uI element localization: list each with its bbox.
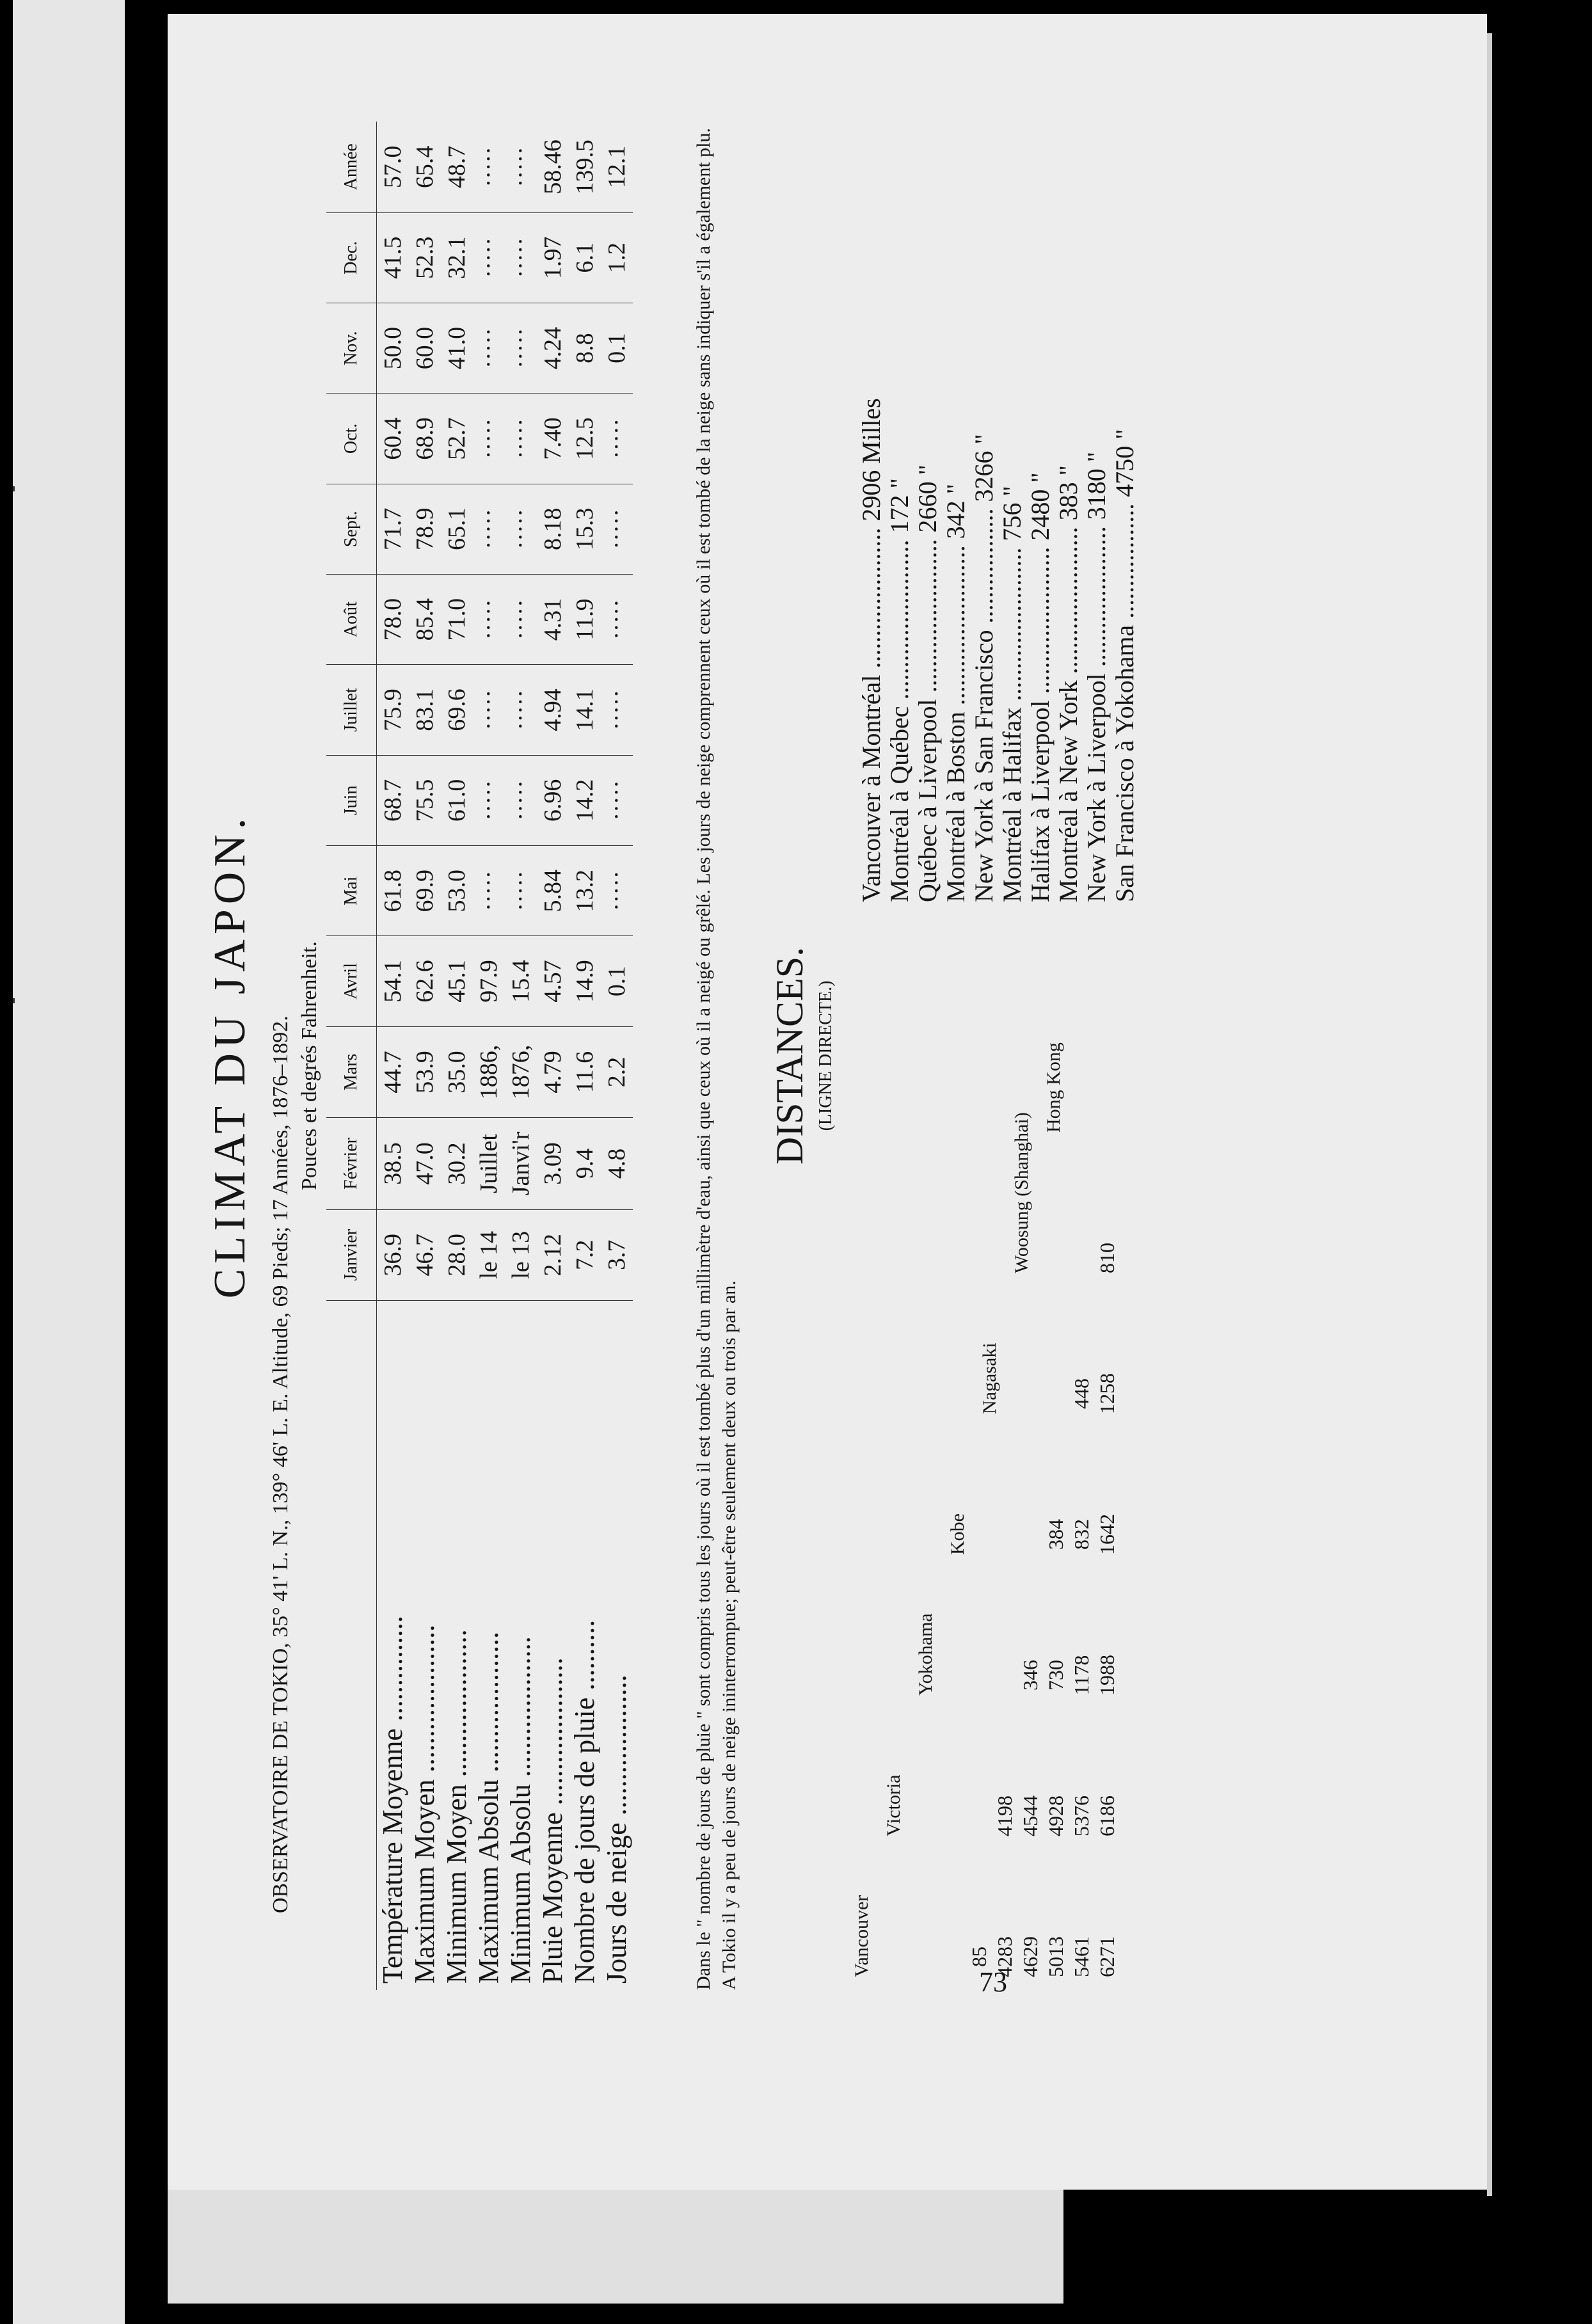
units-line: Pouces et degrés Fahrenheit.	[298, 941, 321, 1190]
climate-cell: 13.2	[569, 846, 601, 936]
rotated-content	[192, 122, 1139, 1990]
climate-cell: 1.2	[601, 212, 633, 303]
climate-cell: 0.1	[601, 303, 633, 393]
climate-cell: ·····	[505, 846, 537, 936]
climate-cell: 12.5	[569, 394, 601, 484]
month-header: Août	[326, 574, 377, 664]
matrix-value: 4198	[993, 1795, 1016, 1836]
distances-subtitle: (LIGNE DIRECTE.)	[816, 980, 836, 1131]
climate-row	[473, 122, 505, 1990]
climate-cell: ·····	[473, 303, 505, 393]
climate-cell: 50.0	[377, 303, 410, 393]
climate-cell: 2.12	[537, 1209, 569, 1300]
climate-cell: 8.18	[537, 484, 569, 574]
climate-row	[441, 122, 473, 1990]
month-header: Janvier	[326, 1209, 377, 1300]
route-item: Montréal à Halifax ........................ 756 "	[998, 486, 1026, 902]
matrix-value: 1258	[1095, 1373, 1118, 1414]
climate-cell: 1886,	[473, 1026, 505, 1118]
matrix-value: 384	[1044, 1519, 1067, 1550]
month-header: Année	[326, 122, 377, 212]
matrix-value: 730	[1044, 1660, 1067, 1691]
climate-cell: ·····	[473, 484, 505, 574]
climate-cell: 9.4	[569, 1118, 601, 1209]
climate-header-blank	[326, 1300, 377, 1990]
month-header: Juin	[326, 755, 377, 845]
climate-cell: 47.0	[409, 1118, 441, 1209]
route-item: New York à Liverpool ...................... 3180 "	[1082, 451, 1111, 902]
page-number: 73	[979, 1966, 1007, 1998]
climate-cell: ·····	[505, 394, 537, 484]
matrix-value: 85	[967, 1946, 991, 1967]
matrix-value: 6271	[1095, 1936, 1118, 1977]
climate-body	[377, 122, 633, 1990]
climate-cell: ·····	[601, 755, 633, 845]
climate-cell: Juillet	[473, 1118, 505, 1209]
climate-cell: ·····	[601, 665, 633, 755]
month-header: Février	[326, 1118, 377, 1209]
climate-cell: 68.7	[377, 755, 410, 845]
climate-cell: 30.2	[441, 1118, 473, 1209]
climate-cell: 2.2	[601, 1026, 633, 1118]
climate-row-label: Température Moyenne ...............	[377, 1616, 408, 1984]
matrix-column	[1043, 1514, 1120, 1555]
climate-cell: 5.84	[537, 846, 569, 936]
climate-cell: 7.2	[569, 1209, 601, 1300]
climate-cell: ·····	[505, 122, 537, 212]
climate-header-row	[326, 122, 377, 1990]
climate-cell: 1.97	[537, 212, 569, 303]
matrix-value: 346	[1019, 1660, 1042, 1691]
climate-cell: 139.5	[569, 122, 601, 212]
climate-cell: 46.7	[409, 1209, 441, 1300]
matrix-header: Victoria	[883, 1774, 904, 1836]
climate-cell: ·····	[601, 846, 633, 936]
climate-cell: 4.8	[601, 1118, 633, 1209]
page-title: CLIMAT DU JAPON.	[205, 813, 255, 1299]
route-list	[857, 398, 1139, 902]
climate-cell: 69.6	[441, 665, 473, 755]
climate-cell: 61.0	[441, 755, 473, 845]
climate-cell: 3.09	[537, 1118, 569, 1209]
climate-cell: 11.6	[569, 1026, 601, 1118]
matrix-column	[1069, 1373, 1120, 1414]
month-header: Juillet	[326, 665, 377, 755]
matrix-value: 4544	[1019, 1795, 1042, 1836]
climate-cell: 71.7	[377, 484, 410, 574]
climate-cell: 3.7	[601, 1209, 633, 1300]
climate-cell: 53.0	[441, 846, 473, 936]
climate-cell: 68.9	[409, 394, 441, 484]
climate-cell: 4.57	[537, 936, 569, 1026]
climate-table	[326, 122, 633, 1990]
climate-cell: ·····	[601, 574, 633, 664]
climate-cell: 60.4	[377, 394, 410, 484]
climate-cell: 61.8	[377, 846, 410, 936]
matrix-value: 832	[1070, 1519, 1093, 1550]
matrix-header: Vancouver	[851, 1895, 872, 1977]
climate-cell: ·····	[473, 665, 505, 755]
climate-cell: 52.7	[441, 394, 473, 484]
route-item: San Francisco à Yokohama .................. 4750 "	[1110, 429, 1139, 902]
climate-cell: 6.1	[569, 212, 601, 303]
matrix-value: 1178	[1070, 1655, 1093, 1696]
matrix-value: 4928	[1044, 1795, 1067, 1836]
matrix-header: Kobe	[947, 1513, 968, 1555]
climate-row-label: Minimum Moyen .....................	[441, 1629, 472, 1984]
matrix-column	[1094, 1243, 1120, 1273]
climate-cell: ·····	[473, 122, 505, 212]
climate-row	[505, 122, 537, 1990]
matrix-header: Nagasaki	[979, 1342, 1000, 1414]
route-item: Vancouver à Montréal ...................... 2906 Milles	[857, 398, 886, 902]
climate-cell: ·····	[505, 484, 537, 574]
climate-cell: 75.9	[377, 665, 410, 755]
climate-row-label: Nombre de jours de pluie ..........	[569, 1620, 600, 1984]
matrix-value: 4283	[993, 1936, 1016, 1977]
matrix-value: 4629	[1019, 1936, 1042, 1977]
climate-cell: 32.1	[441, 212, 473, 303]
climate-cell: ·····	[473, 212, 505, 303]
climate-cell: 28.0	[441, 1209, 473, 1300]
route-item: Montréal à Québec ......................... 172 "	[885, 478, 914, 902]
climate-row-label: Maximum Absolu ....................	[473, 1631, 504, 1984]
climate-cell: 75.5	[409, 755, 441, 845]
climate-row	[537, 122, 569, 1990]
climate-cell: 1876,	[505, 1026, 537, 1118]
climate-cell: 14.1	[569, 665, 601, 755]
climate-cell: le 13	[505, 1209, 537, 1300]
climate-cell: ·····	[473, 394, 505, 484]
route-item: Québec à Liverpool ........................ 2660 "	[913, 465, 942, 902]
month-header: Avril	[326, 936, 377, 1026]
climate-cell: ·····	[505, 212, 537, 303]
distances-title: DISTANCES.	[768, 946, 811, 1165]
climate-row-label: Jours de neige ....................	[601, 1675, 632, 1984]
left-page-mark	[13, 486, 15, 491]
climate-cell: 4.24	[537, 303, 569, 393]
climate-cell: 41.0	[441, 303, 473, 393]
climate-cell: ·····	[505, 665, 537, 755]
climate-cell: 97.9	[473, 936, 505, 1026]
climate-cell: 62.6	[409, 936, 441, 1026]
month-header: Dec.	[326, 212, 377, 303]
matrix-header: Yokohama	[915, 1613, 936, 1696]
climate-row	[409, 122, 441, 1990]
matrix-header: Woosung (Shanghai)	[1011, 1112, 1032, 1273]
observatory-line: OBSERVATOIRE DE TOKIO, 35° 41' L. N., 139° 46' L. E. Altitude, 69 Pieds; 17 Années, 1876–1892.	[269, 1015, 292, 1913]
climate-cell: 65.1	[441, 484, 473, 574]
climate-cell: 78.9	[409, 484, 441, 574]
month-header: Sept.	[326, 484, 377, 574]
climate-row	[377, 122, 410, 1990]
climate-cell: 85.4	[409, 574, 441, 664]
climate-cell: ·····	[601, 394, 633, 484]
underlying-page-edge	[168, 2188, 1063, 2304]
climate-cell: ·····	[601, 484, 633, 574]
climate-cell: 71.0	[441, 574, 473, 664]
climate-row-label: Minimum Absolu ....................	[505, 1636, 536, 1984]
climate-cell: 65.4	[409, 122, 441, 212]
matrix-column	[992, 1795, 1120, 1836]
matrix-column	[1017, 1655, 1120, 1696]
climate-cell: 69.9	[409, 846, 441, 936]
climate-cell: 15.3	[569, 484, 601, 574]
climate-row-label: Pluie Moyenne .....................	[537, 1657, 568, 1984]
climate-cell: 7.40	[537, 394, 569, 484]
climate-cell: 54.1	[377, 936, 410, 1026]
matrix-value: 1642	[1095, 1514, 1118, 1555]
month-header: Mai	[326, 846, 377, 936]
month-header: Mars	[326, 1026, 377, 1118]
climate-cell: 14.2	[569, 755, 601, 845]
climate-cell: ·····	[473, 755, 505, 845]
climate-cell: 45.1	[441, 936, 473, 1026]
gutter	[125, 0, 170, 2324]
route-item: New York à San Francisco .................. 3266 "	[969, 434, 998, 902]
climate-cell: 15.4	[505, 936, 537, 1026]
route-item: Halifax à Liverpool ....................... 2480 "	[1026, 472, 1055, 902]
climate-cell: 36.9	[377, 1209, 410, 1300]
climate-cell: ·····	[505, 755, 537, 845]
climate-cell: le 14	[473, 1209, 505, 1300]
climate-cell: 52.3	[409, 212, 441, 303]
climate-cell: 11.9	[569, 574, 601, 664]
climate-row	[569, 122, 601, 1990]
climate-cell: 8.8	[569, 303, 601, 393]
climate-cell: 83.1	[409, 665, 441, 755]
route-item: Montréal à Boston ......................... 342 "	[941, 483, 970, 902]
climate-cell: ·····	[473, 574, 505, 664]
matrix-value: 5013	[1044, 1936, 1067, 1977]
matrix-header: Hong Kong	[1043, 1042, 1064, 1133]
climate-row	[601, 122, 633, 1990]
matrix-value: 448	[1070, 1378, 1093, 1409]
climate-cell: Janvi'r	[505, 1118, 537, 1209]
climate-cell: 60.0	[409, 303, 441, 393]
left-page-mark	[13, 998, 15, 1003]
distance-matrix	[838, 934, 1120, 1990]
matrix-value: 6186	[1095, 1795, 1118, 1836]
climate-cell: 53.9	[409, 1026, 441, 1118]
climate-cell: 58.46	[537, 122, 569, 212]
month-header: Nov.	[326, 303, 377, 393]
climate-cell: 78.0	[377, 574, 410, 664]
climate-cell: 12.1	[601, 122, 633, 212]
climate-cell: 41.5	[377, 212, 410, 303]
month-header: Oct.	[326, 394, 377, 484]
route-item: Montréal à New York ....................... 383 "	[1054, 465, 1083, 902]
climate-cell: 38.5	[377, 1118, 410, 1209]
climate-cell: 35.0	[441, 1026, 473, 1118]
climate-cell: ·····	[473, 846, 505, 936]
climate-cell: 4.31	[537, 574, 569, 664]
climate-note: Dans le " nombre de jours de pluie " sont compris tous les jours où il est tombé plus d'un millimètre d'eau, ainsi que ceux où il a neigé ou grêlé. Les jours de neige comprennent ceux où il est tombé de la neige sans indiquer s'il a également plu. A Tokio il y a peu de jours de neige ininterrompue; peut-être seulement deux ou trois par an.	[693, 127, 740, 1990]
climate-cell: 6.96	[537, 755, 569, 845]
climate-cell: ·····	[505, 574, 537, 664]
climate-cell: 4.94	[537, 665, 569, 755]
matrix-value: 5461	[1070, 1936, 1093, 1977]
climate-row-label: Maximum Moyen .....................	[409, 1625, 440, 1984]
matrix-value: 5376	[1070, 1795, 1093, 1836]
matrix-column	[966, 1936, 1120, 1977]
matrix-value: 1988	[1095, 1655, 1118, 1696]
climate-cell: 0.1	[601, 936, 633, 1026]
climate-cell: ·····	[505, 303, 537, 393]
left-page	[13, 0, 125, 2324]
climate-cell: 4.79	[537, 1026, 569, 1118]
matrix-value: 810	[1095, 1243, 1118, 1273]
climate-cell: 57.0	[377, 122, 410, 212]
climate-cell: 44.7	[377, 1026, 410, 1118]
climate-cell: 48.7	[441, 122, 473, 212]
climate-cell: 14.9	[569, 936, 601, 1026]
